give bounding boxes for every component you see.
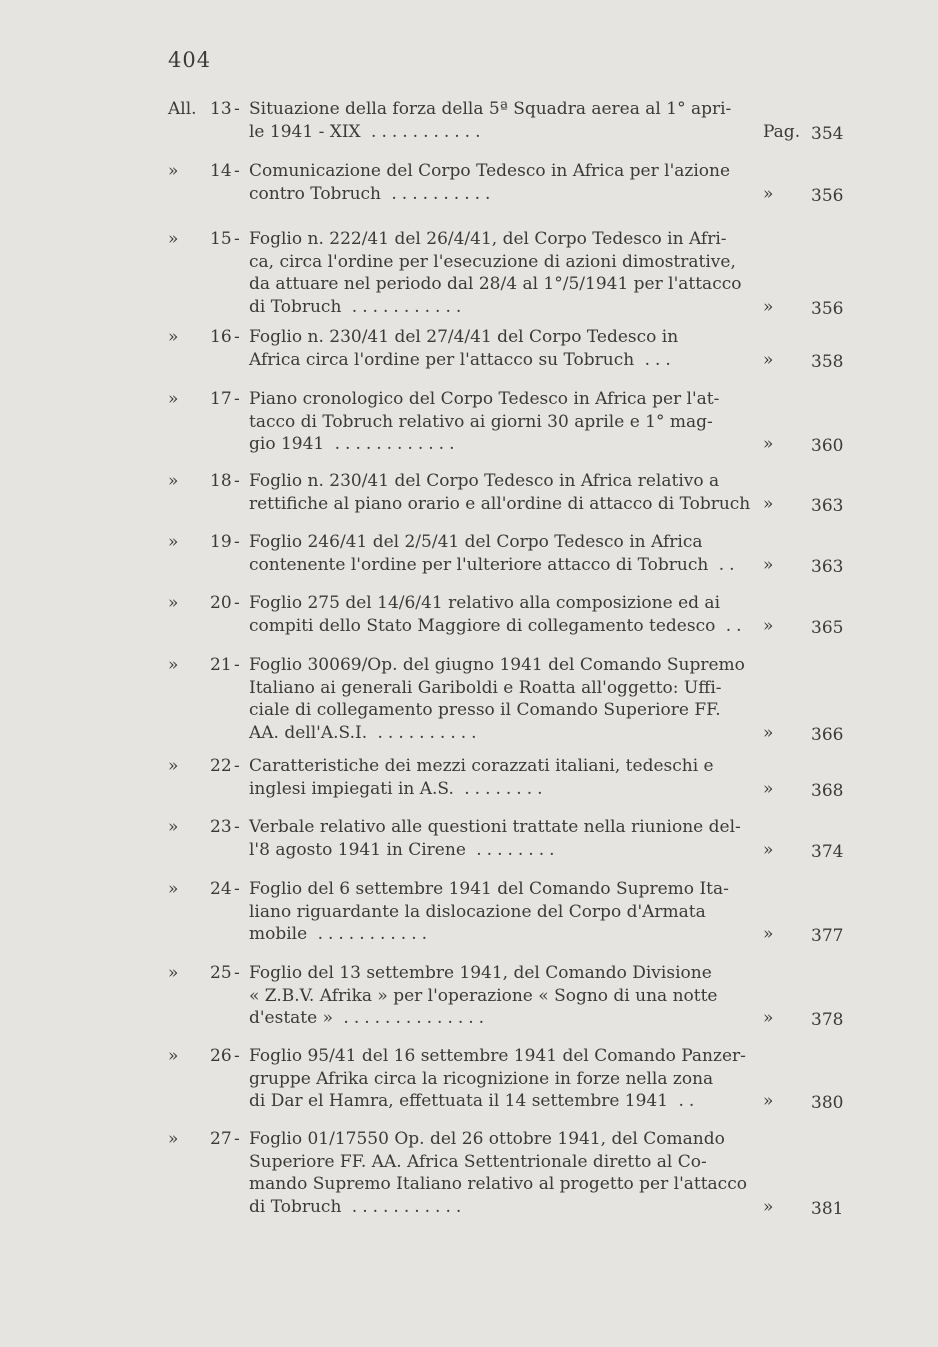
entry-line: tacco di Tobruch relativo ai giorni 30 aprile e 1° mag- (249, 411, 713, 432)
entry-description (249, 98, 732, 143)
entry-number: 17 (210, 389, 232, 409)
entry-dash: - (234, 389, 240, 409)
entry-line: l'8 agosto 1941 in Cirene ........ (249, 839, 560, 860)
entry-line: inglesi impiegati in A.S. ........ (249, 778, 548, 799)
entry-number: 21 (210, 655, 232, 675)
entry-prefix: » (168, 1046, 179, 1066)
entry-line: d'estate » .............. (249, 1008, 490, 1028)
dot-leader: ............ (324, 434, 460, 454)
entry-page-number: 365 (811, 617, 844, 638)
entry-number: 18 (210, 471, 232, 491)
entry-page-ref-label: » (763, 1091, 774, 1111)
entry-page-number: 368 (811, 780, 844, 801)
entry-page-ref-label: » (763, 615, 774, 636)
entry-description (249, 755, 714, 800)
dot-leader: ........... (341, 296, 467, 317)
entry-number: 15 (210, 229, 232, 249)
entry-line: Foglio del 6 settembre 1941 del Comando Supremo Ita- (249, 879, 729, 899)
entry-page-number: 363 (811, 495, 844, 516)
entry-page-ref-label: » (763, 434, 774, 454)
entry-prefix: » (168, 229, 179, 249)
entry-line: rettifiche al piano orario e all'ordine di attacco di Tobruch (249, 493, 751, 514)
entry-description (249, 470, 751, 515)
entry-page-ref-label: » (763, 1008, 774, 1028)
entry-line: di Dar el Hamra, effettuata il 14 settembre 1941 .. (249, 1091, 700, 1111)
entry-line: mando Supremo Italiano relativo al progetto per l'attacco (249, 1174, 747, 1194)
entry-description (249, 878, 729, 946)
entry-dash: - (234, 99, 240, 119)
dot-leader: ........... (341, 1196, 467, 1217)
entry-page-number: 356 (811, 185, 844, 206)
entry-line: AA. dell'A.S.I. .......... (249, 722, 482, 743)
entry-number: 19 (210, 532, 232, 552)
dot-leader: .. (668, 1091, 700, 1111)
entry-page-ref-label: » (763, 493, 774, 514)
entry-page-ref-label: Pag. (763, 121, 801, 142)
entry-line: mobile ........... (249, 924, 433, 944)
entry-number: 16 (210, 327, 232, 347)
entry-prefix: » (168, 963, 179, 983)
entry-dash: - (234, 1046, 240, 1066)
entry-number: 14 (210, 161, 232, 181)
entry-number: 13 (210, 99, 232, 119)
entry-page-ref-label: » (763, 349, 774, 370)
entry-line: Superiore FF. AA. Africa Settentrionale diretto al Co- (249, 1151, 707, 1172)
dot-leader: ........ (465, 839, 560, 860)
entry-description (249, 816, 741, 861)
entry-line: Foglio n. 222/41 del 26/4/41, del Corpo Tedesco in Afri- (249, 229, 727, 249)
entry-line: di Tobruch ........... (249, 1196, 467, 1217)
entry-line: Foglio 30069/Op. del giugno 1941 del Comando Supremo (249, 655, 745, 675)
entry-page-ref-label: » (763, 1196, 774, 1217)
entry-line: ca, circa l'ordine per l'esecuzione di azioni dimostrative, (249, 251, 736, 272)
entry-number: 24 (210, 879, 232, 899)
entry-page-number: 366 (811, 724, 844, 745)
entry-line: Verbale relativo alle questioni trattate nella riunione del- (249, 817, 741, 837)
dot-leader: .. (715, 615, 747, 636)
entry-dash: - (234, 963, 240, 983)
entry-dash: - (234, 229, 240, 249)
entry-prefix: All. (168, 99, 197, 119)
entry-description (249, 326, 704, 371)
entry-prefix: » (168, 756, 179, 776)
entry-prefix: » (168, 389, 179, 409)
dot-leader: .............. (333, 1008, 490, 1028)
entry-description (249, 388, 720, 456)
entry-page-number: 380 (811, 1093, 844, 1113)
entry-page-number: 360 (811, 436, 844, 456)
entry-description (249, 160, 731, 205)
entry-line: gruppe Afrika circa la ricognizione in forze nella zona (249, 1068, 714, 1089)
entry-prefix: » (168, 327, 179, 347)
entry-line: Foglio 95/41 del 16 settembre 1941 del Comando Panzer- (249, 1046, 746, 1066)
entry-page-number: 356 (811, 298, 844, 319)
entry-page-ref-label: » (763, 924, 774, 944)
entry-line: Foglio 275 del 14/6/41 relativo alla composizione ed ai (249, 593, 721, 613)
entry-dash: - (234, 1129, 240, 1149)
dot-leader: .. (708, 554, 740, 575)
entry-line: liano riguardante la dislocazione del Corpo d'Armata (249, 901, 706, 922)
entry-line: Foglio 246/41 del 2/5/41 del Corpo Tedesco in Africa (249, 532, 703, 552)
entry-dash: - (234, 655, 240, 675)
entry-line: Foglio n. 230/41 del 27/4/41 del Corpo Tedesco in (249, 327, 679, 347)
entry-line: contro Tobruch .......... (249, 183, 496, 204)
entry-prefix: » (168, 593, 179, 613)
entry-description (249, 654, 745, 744)
entry-dash: - (234, 879, 240, 899)
entry-prefix: » (168, 1129, 179, 1149)
entry-description (249, 1128, 747, 1218)
entry-line: Situazione della forza della 5ª Squadra aerea al 1° apri- (249, 99, 732, 119)
entry-line: Foglio del 13 settembre 1941, del Comando Divisione (249, 963, 712, 983)
entry-line: contenente l'ordine per l'ulteriore attacco di Tobruch .. (249, 554, 740, 575)
entry-prefix: » (168, 817, 179, 837)
entry-page-number: 358 (811, 351, 844, 372)
entry-prefix: » (168, 471, 179, 491)
entry-line: da attuare nel periodo dal 28/4 al 1°/5/1941 per l'attacco (249, 274, 742, 294)
entry-line: Piano cronologico del Corpo Tedesco in Africa per l'at- (249, 389, 720, 409)
entry-line: ciale di collegamento presso il Comando Superiore FF. (249, 700, 721, 720)
entry-description (249, 592, 747, 637)
entry-line: Africa circa l'ordine per l'attacco su Tobruch ... (249, 349, 676, 370)
entry-dash: - (234, 471, 240, 491)
entry-dash: - (234, 161, 240, 181)
entry-page-number: 381 (811, 1198, 844, 1219)
dot-leader: .......... (367, 722, 482, 743)
entry-line: Foglio 01/17550 Op. del 26 ottobre 1941, del Comando (249, 1129, 725, 1149)
entry-page-number: 363 (811, 556, 844, 577)
entry-description (249, 531, 740, 576)
dot-leader: .......... (380, 183, 496, 204)
entry-prefix: » (168, 532, 179, 552)
entry-number: 20 (210, 593, 232, 613)
entry-page-ref-label: » (763, 296, 774, 317)
entry-page-ref-label: » (763, 554, 774, 575)
entry-number: 27 (210, 1129, 232, 1149)
entry-line: Comunicazione del Corpo Tedesco in Africa per l'azione (249, 161, 731, 181)
entry-dash: - (234, 756, 240, 776)
entry-prefix: » (168, 161, 179, 181)
entry-page-ref-label: » (763, 183, 774, 204)
entry-line: « Z.B.V. Afrika » per l'operazione « Sogno di una notte (249, 985, 718, 1006)
entry-prefix: » (168, 655, 179, 675)
entry-prefix: » (168, 879, 179, 899)
entry-line: di Tobruch ........... (249, 296, 467, 317)
dot-leader: ........... (307, 924, 433, 944)
entry-page-number: 374 (811, 841, 844, 862)
entry-line: gio 1941 ............ (249, 434, 460, 454)
entry-description (249, 1045, 746, 1113)
entry-page-ref-label: » (763, 722, 774, 743)
entry-page-number: 354 (811, 123, 844, 144)
entry-page-ref-label: » (763, 839, 774, 860)
entry-line: Caratteristiche dei mezzi corazzati italiani, tedeschi e (249, 756, 714, 776)
entry-dash: - (234, 327, 240, 347)
entry-page-number: 377 (811, 926, 844, 946)
entry-dash: - (234, 532, 240, 552)
dot-leader: ... (634, 349, 676, 370)
entry-line: Foglio n. 230/41 del Corpo Tedesco in Africa relativo a (249, 471, 720, 491)
entry-line: compiti dello Stato Maggiore di collegamento tedesco .. (249, 615, 747, 636)
entry-number: 26 (210, 1046, 232, 1066)
entry-number: 22 (210, 756, 232, 776)
entry-line: le 1941 - XIX ........... (249, 121, 486, 142)
entry-description (249, 228, 742, 318)
dot-leader: ........... (360, 121, 486, 142)
dot-leader: ........ (453, 778, 548, 799)
entry-line: Italiano ai generali Gariboldi e Roatta all'oggetto: Uffi- (249, 677, 722, 698)
entry-description (249, 962, 718, 1030)
entry-dash: - (234, 817, 240, 837)
entry-number: 25 (210, 963, 232, 983)
entry-number: 23 (210, 817, 232, 837)
entry-page-ref-label: » (763, 778, 774, 799)
entry-page-number: 378 (811, 1010, 844, 1030)
entry-dash: - (234, 593, 240, 613)
page-number: 404 (168, 48, 212, 72)
